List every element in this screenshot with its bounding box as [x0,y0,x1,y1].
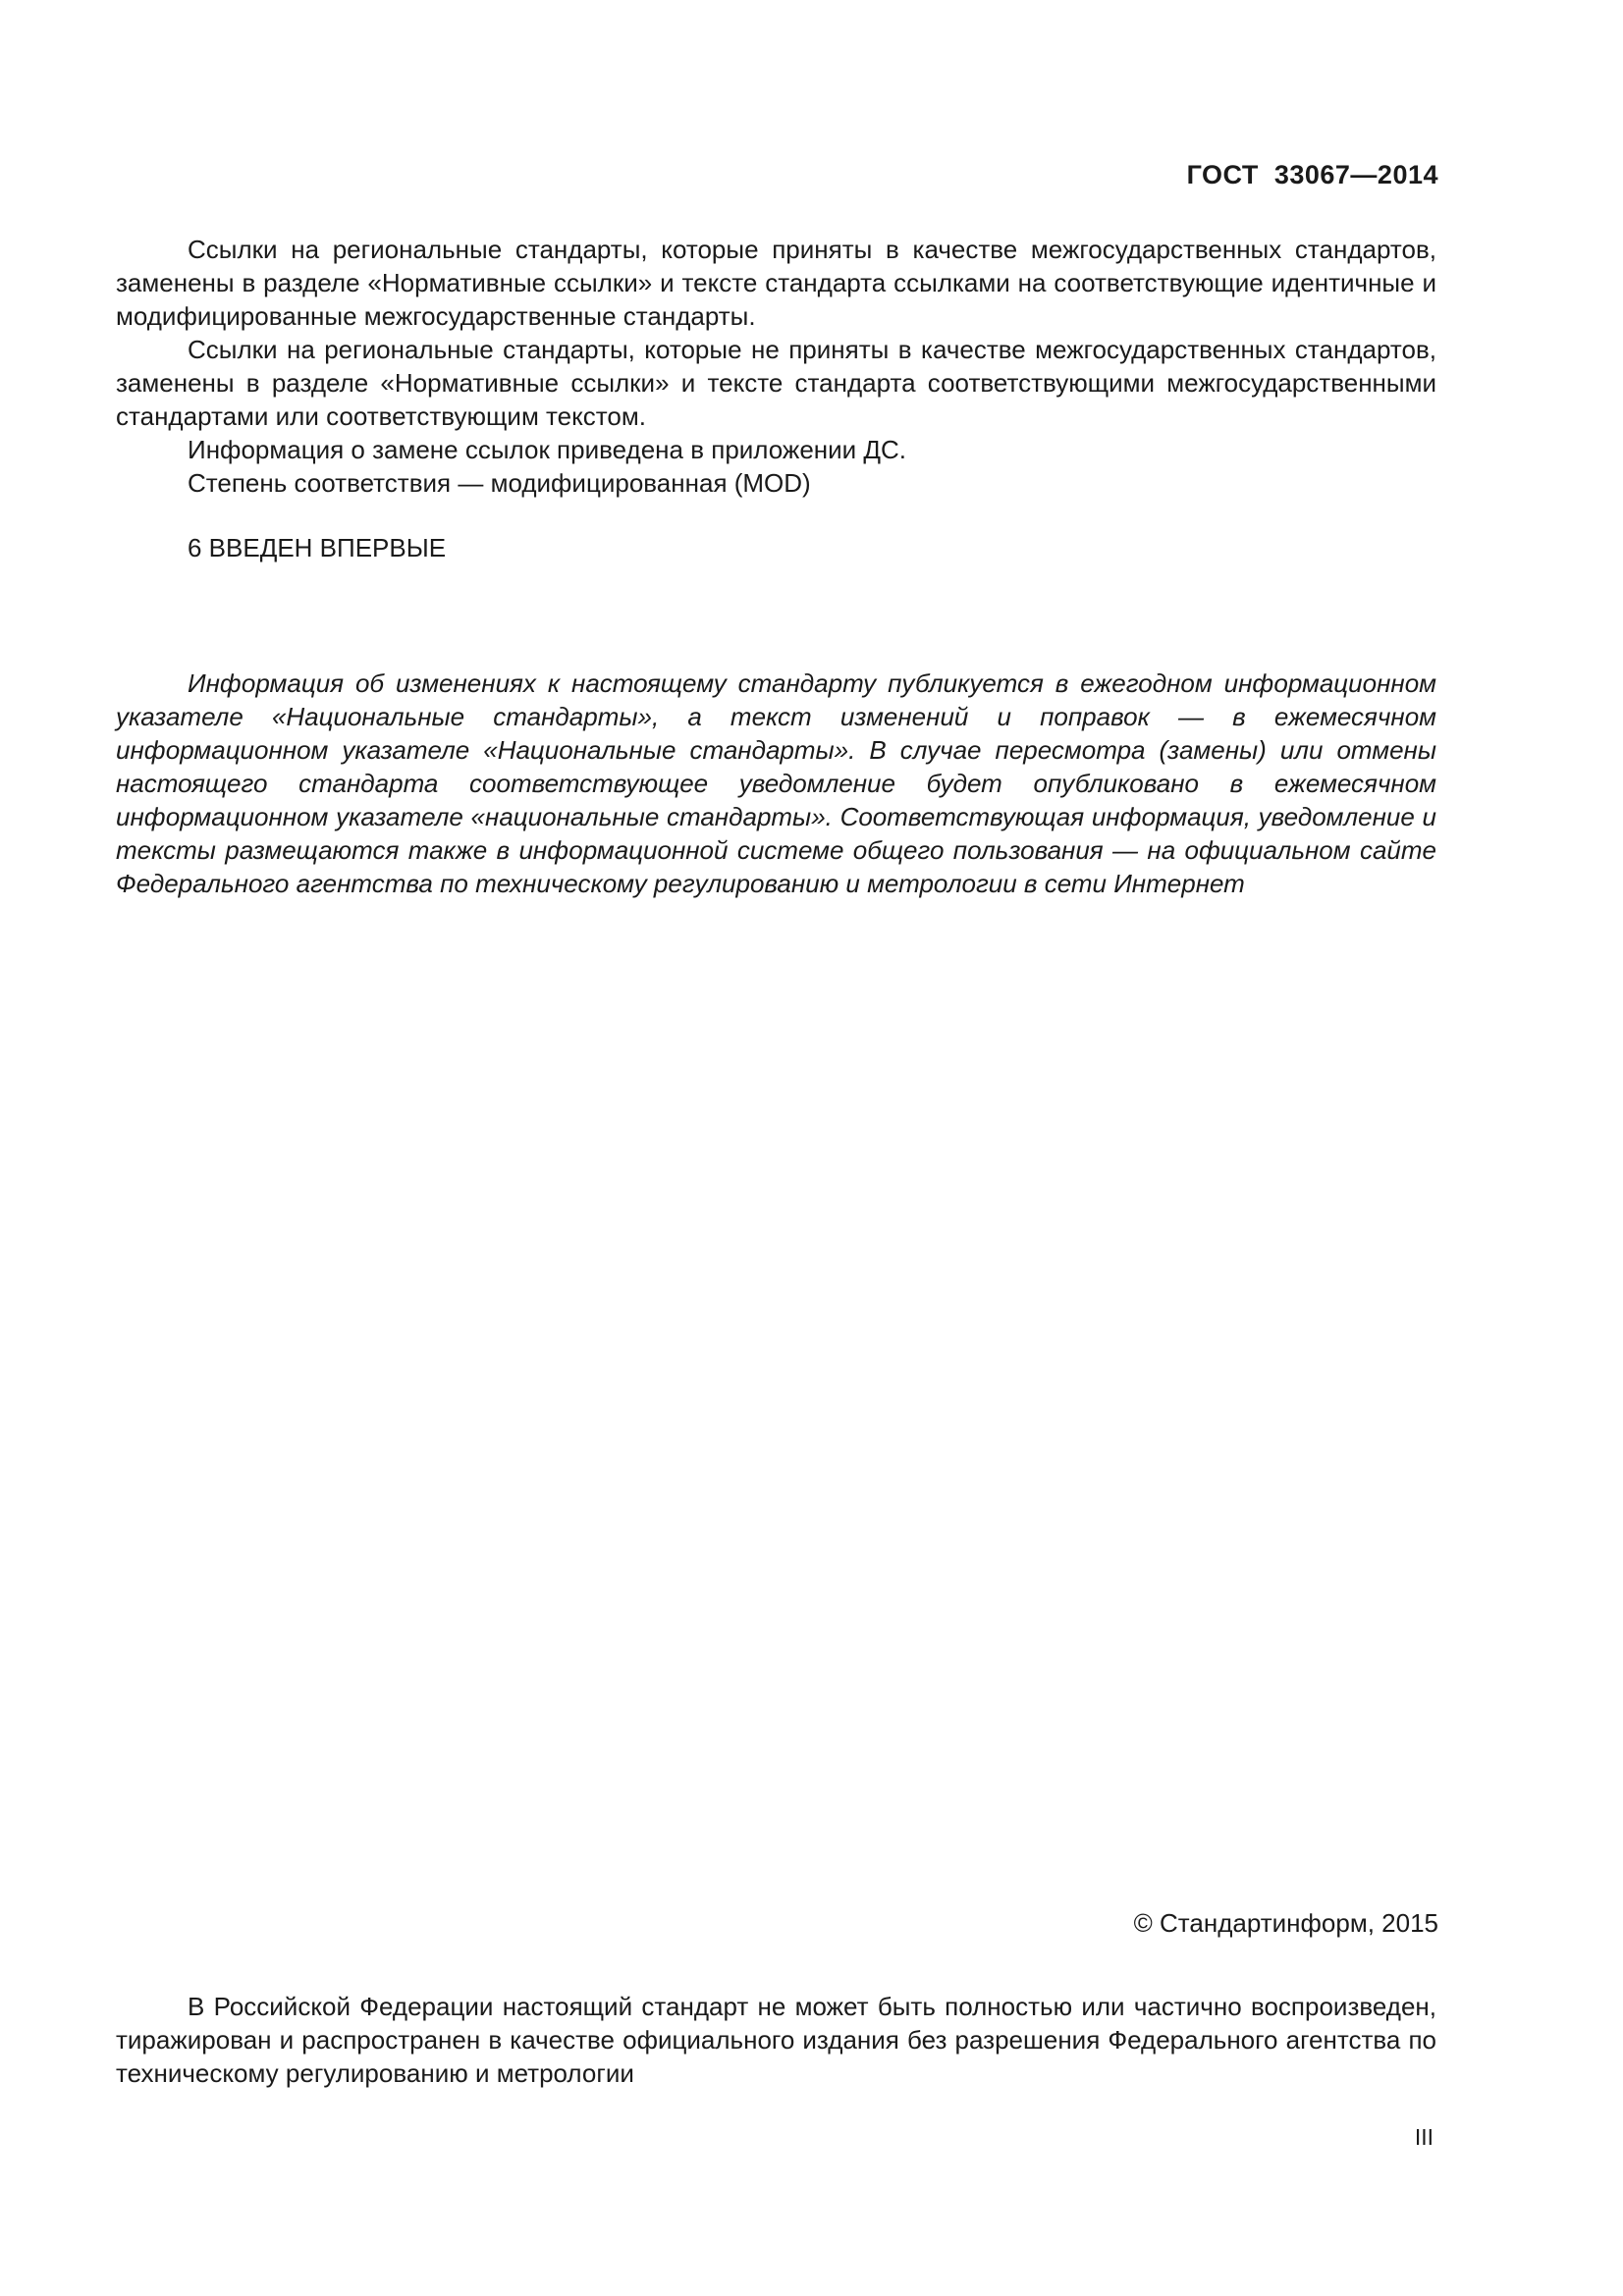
intro-section [116,233,1436,500]
paragraph-replacement-info: Информация о замене ссылок приведена в приложении ДС. [188,435,907,464]
reproduction-section [116,1990,1436,2090]
item-6-section [116,531,1436,564]
copyright-line: © Стандартинформ, 2015 [1133,1908,1438,1938]
changes-notice-section [116,667,1436,900]
document-code: ГОСТ 33067—2014 [1186,160,1438,189]
paragraph-regional-not-accepted: Ссылки на региональные стандарты, которые не приняты в качестве межгосударственных стандартов, заменены в разделе «Нормативные ссылки» и тексте стандарта соответствующими межгосударственными стандартами или соответствующим текстом. [116,335,1436,431]
page-number: III [1414,2124,1434,2150]
changes-notice-text: Информация об изменениях к настоящему стандарту публикуется в ежегодном информационном указателе «Национальные стандарты», а текст изменений и поправок — в ежемесячном информационном указателе «Национальные стандарты». В случае пересмотра (замены) или отмены настоящего стандарта соответствующее уведомление будет опубликовано в ежемесячном информационном указателе «национальные стандарты». Соответствующая информация, уведомление и тексты размещаются также в информационной системе общего пользования — на официальном сайте Федерального агентства по техническому регулированию и метрологии в сети Интернет [116,668,1436,898]
item-6-introduced-first: 6 ВВЕДЕН ВПЕРВЫЕ [188,533,447,562]
reproduction-notice: В Российской Федерации настоящий стандарт не может быть полностью или частично воспроизведен, тиражирован и распространен в качестве официального издания без разрешения Федерального агентства по техническому регулированию и метрологии [116,1992,1436,2088]
paragraph-regional-accepted: Ссылки на региональные стандарты, которые приняты в качестве межгосударственных стандартов, заменены в разделе «Нормативные ссылки» и тексте стандарта ссылками на соответствующие идентичные и модифицированные межгосударственные стандарты. [116,235,1436,331]
paragraph-conformity-degree: Степень соответствия — модифицированная (MOD) [188,468,811,498]
